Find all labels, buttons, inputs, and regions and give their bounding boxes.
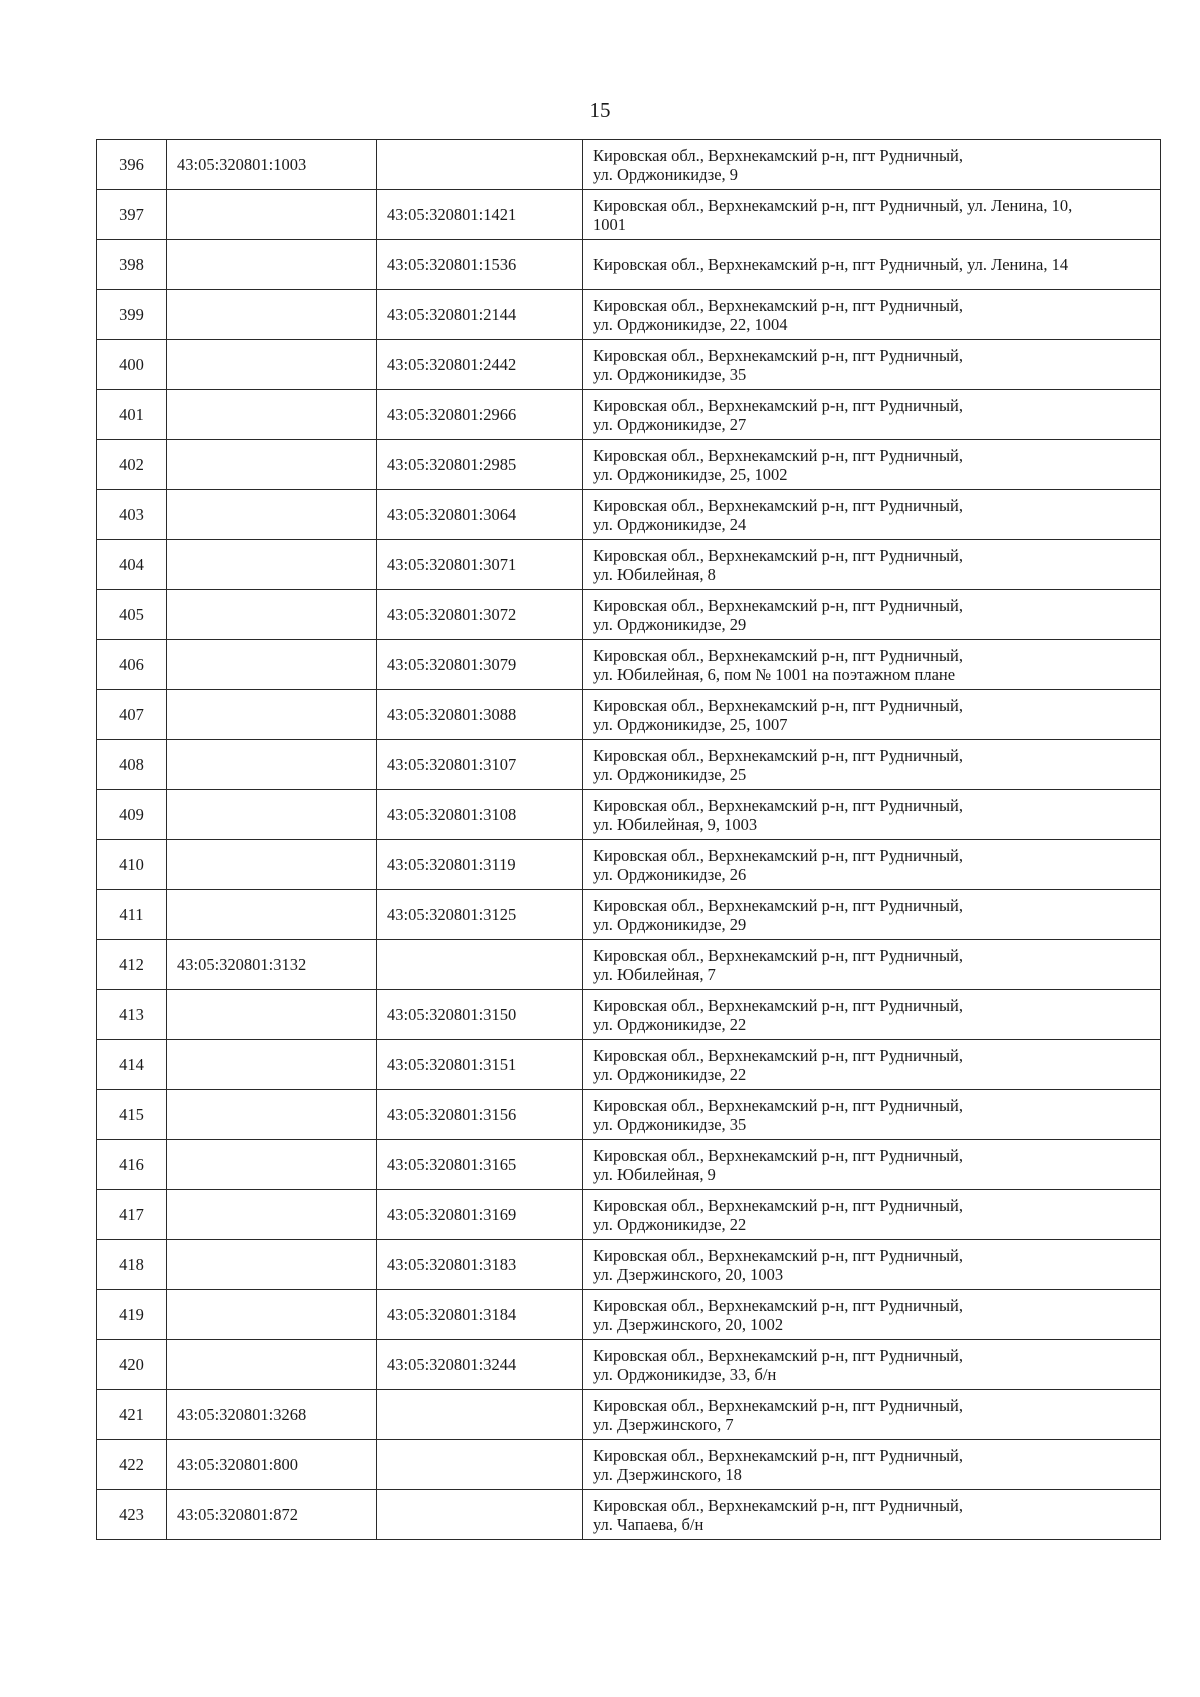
- row-number-cell: 408: [97, 740, 167, 790]
- cadastral-number-cell: [167, 1140, 377, 1190]
- row-number-cell: 397: [97, 190, 167, 240]
- cadastral-number-cell: [167, 1040, 377, 1090]
- row-number-cell: 417: [97, 1190, 167, 1240]
- cadastral-number-cell: [167, 890, 377, 940]
- address-text: Кировская обл., Верхнекамский р-н, пгт Рудничный, ул. Орджоникидзе, 9: [593, 145, 964, 184]
- address-text: Кировская обл., Верхнекамский р-н, пгт Рудничный, ул. Ленина, 10, 1001: [593, 195, 1073, 234]
- address-cell: [583, 890, 1161, 940]
- cadastral-number-cell: [167, 290, 377, 340]
- cadastral-number-cell: 43:05:320801:3132: [167, 940, 377, 990]
- table-row: [97, 940, 1161, 990]
- cadastral-number-secondary-cell: 43:05:320801:3119: [377, 840, 583, 890]
- table-row: [97, 290, 1161, 340]
- row-number-cell: 405: [97, 590, 167, 640]
- address-cell: [583, 1090, 1161, 1140]
- address-cell: [583, 940, 1161, 990]
- cadastral-number-secondary-cell: 43:05:320801:2966: [377, 390, 583, 440]
- table-row: [97, 140, 1161, 190]
- address-cell: [583, 690, 1161, 740]
- address-cell: [583, 440, 1161, 490]
- table-row: [97, 1090, 1161, 1140]
- table-row: [97, 990, 1161, 1040]
- row-number-cell: 413: [97, 990, 167, 1040]
- cadastral-number-secondary-cell: 43:05:320801:3064: [377, 490, 583, 540]
- cadastral-number-secondary-cell: 43:05:320801:3165: [377, 1140, 583, 1190]
- cadastral-number-secondary-cell: 43:05:320801:3088: [377, 690, 583, 740]
- table-row: [97, 1340, 1161, 1390]
- cadastral-number-secondary-cell: [377, 1490, 583, 1540]
- table-row: [97, 1440, 1161, 1490]
- address-cell: [583, 1140, 1161, 1190]
- row-number-cell: 420: [97, 1340, 167, 1390]
- table-row: [97, 490, 1161, 540]
- cadastral-number-secondary-cell: 43:05:320801:3151: [377, 1040, 583, 1090]
- address-text: Кировская обл., Верхнекамский р-н, пгт Рудничный, ул. Орджоникидзе, 22: [593, 1195, 964, 1234]
- cadastral-number-secondary-cell: 43:05:320801:2985: [377, 440, 583, 490]
- address-cell: [583, 790, 1161, 840]
- row-number-cell: 421: [97, 1390, 167, 1440]
- cadastral-number-cell: [167, 490, 377, 540]
- address-cell: [583, 290, 1161, 340]
- cadastral-number-cell: 43:05:320801:3268: [167, 1390, 377, 1440]
- cadastral-number-secondary-cell: 43:05:320801:3071: [377, 540, 583, 590]
- table-row: [97, 1140, 1161, 1190]
- address-text: Кировская обл., Верхнекамский р-н, пгт Рудничный, ул. Орджоникидзе, 29: [593, 895, 964, 934]
- row-number-cell: 423: [97, 1490, 167, 1540]
- cadastral-number-secondary-cell: 43:05:320801:2442: [377, 340, 583, 390]
- cadastral-number-cell: [167, 990, 377, 1040]
- row-number-cell: 410: [97, 840, 167, 890]
- table-row: [97, 1240, 1161, 1290]
- cadastral-number-cell: [167, 340, 377, 390]
- cadastral-number-cell: 43:05:320801:1003: [167, 140, 377, 190]
- cadastral-number-cell: 43:05:320801:800: [167, 1440, 377, 1490]
- cadastral-number-secondary-cell: 43:05:320801:3150: [377, 990, 583, 1040]
- cadastral-number-cell: [167, 590, 377, 640]
- table-row: [97, 1390, 1161, 1440]
- address-text: Кировская обл., Верхнекамский р-н, пгт Рудничный, ул. Дзержинского, 18: [593, 1445, 964, 1484]
- row-number-cell: 418: [97, 1240, 167, 1290]
- address-cell: [583, 490, 1161, 540]
- row-number-cell: 399: [97, 290, 167, 340]
- table-row: [97, 1190, 1161, 1240]
- table-row: [97, 890, 1161, 940]
- cadastral-number-cell: [167, 1340, 377, 1390]
- table-row: [97, 440, 1161, 490]
- address-text: Кировская обл., Верхнекамский р-н, пгт Рудничный, ул. Орджоникидзе, 22: [593, 995, 964, 1034]
- row-number-cell: 400: [97, 340, 167, 390]
- row-number-cell: 407: [97, 690, 167, 740]
- address-cell: [583, 1290, 1161, 1340]
- cadastral-number-cell: 43:05:320801:872: [167, 1490, 377, 1540]
- cadastral-number-secondary-cell: [377, 1390, 583, 1440]
- row-number-cell: 404: [97, 540, 167, 590]
- cadastral-number-secondary-cell: 43:05:320801:3108: [377, 790, 583, 840]
- address-cell: [583, 190, 1161, 240]
- address-cell: [583, 540, 1161, 590]
- table-row: [97, 790, 1161, 840]
- address-cell: [583, 640, 1161, 690]
- address-text: Кировская обл., Верхнекамский р-н, пгт Рудничный, ул. Юбилейная, 7: [593, 945, 964, 984]
- cadastral-number-cell: [167, 440, 377, 490]
- cadastral-number-secondary-cell: 43:05:320801:3244: [377, 1340, 583, 1390]
- address-text: Кировская обл., Верхнекамский р-н, пгт Рудничный, ул. Юбилейная, 9: [593, 1145, 964, 1184]
- table-row: [97, 390, 1161, 440]
- row-number-cell: 422: [97, 1440, 167, 1490]
- address-text: Кировская обл., Верхнекамский р-н, пгт Рудничный, ул. Дзержинского, 20, 1002: [593, 1295, 964, 1334]
- address-cell: [583, 1340, 1161, 1390]
- cadastral-number-secondary-cell: 43:05:320801:1421: [377, 190, 583, 240]
- registry-table: [96, 139, 1161, 1540]
- address-text: Кировская обл., Верхнекамский р-н, пгт Рудничный, ул. Орджоникидзе, 29: [593, 595, 964, 634]
- address-text: Кировская обл., Верхнекамский р-н, пгт Рудничный, ул. Ленина, 14: [593, 255, 1069, 274]
- address-cell: [583, 240, 1161, 290]
- row-number-cell: 396: [97, 140, 167, 190]
- row-number-cell: 415: [97, 1090, 167, 1140]
- address-cell: [583, 1240, 1161, 1290]
- table-row: [97, 340, 1161, 390]
- address-text: Кировская обл., Верхнекамский р-н, пгт Рудничный, ул. Орджоникидзе, 25, 1002: [593, 445, 964, 484]
- address-cell: [583, 140, 1161, 190]
- address-text: Кировская обл., Верхнекамский р-н, пгт Рудничный, ул. Чапаева, б/н: [593, 1495, 964, 1534]
- address-text: Кировская обл., Верхнекамский р-н, пгт Рудничный, ул. Орджоникидзе, 26: [593, 845, 964, 884]
- address-cell: [583, 1490, 1161, 1540]
- row-number-cell: 402: [97, 440, 167, 490]
- cadastral-number-secondary-cell: [377, 140, 583, 190]
- row-number-cell: 409: [97, 790, 167, 840]
- table-row: [97, 590, 1161, 640]
- row-number-cell: 411: [97, 890, 167, 940]
- cadastral-number-cell: [167, 1290, 377, 1340]
- cadastral-number-cell: [167, 740, 377, 790]
- cadastral-number-cell: [167, 1090, 377, 1140]
- cadastral-number-secondary-cell: 43:05:320801:3072: [377, 590, 583, 640]
- table-row: [97, 1290, 1161, 1340]
- row-number-cell: 419: [97, 1290, 167, 1340]
- table-row: [97, 240, 1161, 290]
- cadastral-number-cell: [167, 790, 377, 840]
- cadastral-number-secondary-cell: 43:05:320801:2144: [377, 290, 583, 340]
- page-number: 15: [589, 98, 611, 122]
- cadastral-number-cell: [167, 1190, 377, 1240]
- cadastral-number-cell: [167, 690, 377, 740]
- cadastral-number-cell: [167, 1240, 377, 1290]
- address-text: Кировская обл., Верхнекамский р-н, пгт Рудничный, ул. Орджоникидзе, 25, 1007: [593, 695, 964, 734]
- cadastral-number-cell: [167, 240, 377, 290]
- address-text: Кировская обл., Верхнекамский р-н, пгт Рудничный, ул. Дзержинского, 20, 1003: [593, 1245, 964, 1284]
- cadastral-number-secondary-cell: 43:05:320801:3169: [377, 1190, 583, 1240]
- address-cell: [583, 840, 1161, 890]
- address-cell: [583, 990, 1161, 1040]
- address-text: Кировская обл., Верхнекамский р-н, пгт Рудничный, ул. Юбилейная, 8: [593, 545, 964, 584]
- cadastral-number-cell: [167, 390, 377, 440]
- address-cell: [583, 1040, 1161, 1090]
- address-text: Кировская обл., Верхнекамский р-н, пгт Рудничный, ул. Орджоникидзе, 33, б/н: [593, 1345, 964, 1384]
- address-cell: [583, 590, 1161, 640]
- table-row: [97, 1490, 1161, 1540]
- address-text: Кировская обл., Верхнекамский р-н, пгт Рудничный, ул. Юбилейная, 9, 1003: [593, 795, 964, 834]
- table-row: [97, 640, 1161, 690]
- address-cell: [583, 390, 1161, 440]
- row-number-cell: 398: [97, 240, 167, 290]
- address-text: Кировская обл., Верхнекамский р-н, пгт Рудничный, ул. Орджоникидзе, 27: [593, 395, 964, 434]
- address-text: Кировская обл., Верхнекамский р-н, пгт Рудничный, ул. Орджоникидзе, 25: [593, 745, 964, 784]
- cadastral-number-secondary-cell: 43:05:320801:3125: [377, 890, 583, 940]
- address-cell: [583, 1440, 1161, 1490]
- row-number-cell: 403: [97, 490, 167, 540]
- cadastral-number-secondary-cell: [377, 1440, 583, 1490]
- cadastral-number-cell: [167, 840, 377, 890]
- table-row: [97, 690, 1161, 740]
- row-number-cell: 414: [97, 1040, 167, 1090]
- row-number-cell: 416: [97, 1140, 167, 1190]
- address-cell: [583, 1190, 1161, 1240]
- cadastral-number-secondary-cell: 43:05:320801:3107: [377, 740, 583, 790]
- address-text: Кировская обл., Верхнекамский р-н, пгт Рудничный, ул. Юбилейная, 6, пом № 1001 на поэтажном плане: [593, 645, 964, 684]
- cadastral-number-cell: [167, 640, 377, 690]
- cadastral-number-secondary-cell: 43:05:320801:3079: [377, 640, 583, 690]
- table-row: [97, 840, 1161, 890]
- address-cell: [583, 340, 1161, 390]
- cadastral-number-secondary-cell: [377, 940, 583, 990]
- cadastral-number-secondary-cell: 43:05:320801:3184: [377, 1290, 583, 1340]
- address-text: Кировская обл., Верхнекамский р-н, пгт Рудничный, ул. Орджоникидзе, 35: [593, 345, 964, 384]
- address-cell: [583, 740, 1161, 790]
- table-row: [97, 190, 1161, 240]
- row-number-cell: 412: [97, 940, 167, 990]
- address-text: Кировская обл., Верхнекамский р-н, пгт Рудничный, ул. Дзержинского, 7: [593, 1395, 964, 1434]
- address-text: Кировская обл., Верхнекамский р-н, пгт Рудничный, ул. Орджоникидзе, 24: [593, 495, 964, 534]
- address-text: Кировская обл., Верхнекамский р-н, пгт Рудничный, ул. Орджоникидзе, 35: [593, 1095, 964, 1134]
- address-cell: [583, 1390, 1161, 1440]
- cadastral-number-secondary-cell: 43:05:320801:1536: [377, 240, 583, 290]
- address-text: Кировская обл., Верхнекамский р-н, пгт Рудничный, ул. Орджоникидзе, 22, 1004: [593, 295, 964, 334]
- address-text: Кировская обл., Верхнекамский р-н, пгт Рудничный, ул. Орджоникидзе, 22: [593, 1045, 964, 1084]
- cadastral-number-secondary-cell: 43:05:320801:3156: [377, 1090, 583, 1140]
- cadastral-number-cell: [167, 190, 377, 240]
- cadastral-number-cell: [167, 540, 377, 590]
- table-row: [97, 1040, 1161, 1090]
- row-number-cell: 401: [97, 390, 167, 440]
- table-row: [97, 540, 1161, 590]
- registry-table-body: [97, 140, 1161, 1540]
- row-number-cell: 406: [97, 640, 167, 690]
- table-row: [97, 740, 1161, 790]
- cadastral-number-secondary-cell: 43:05:320801:3183: [377, 1240, 583, 1290]
